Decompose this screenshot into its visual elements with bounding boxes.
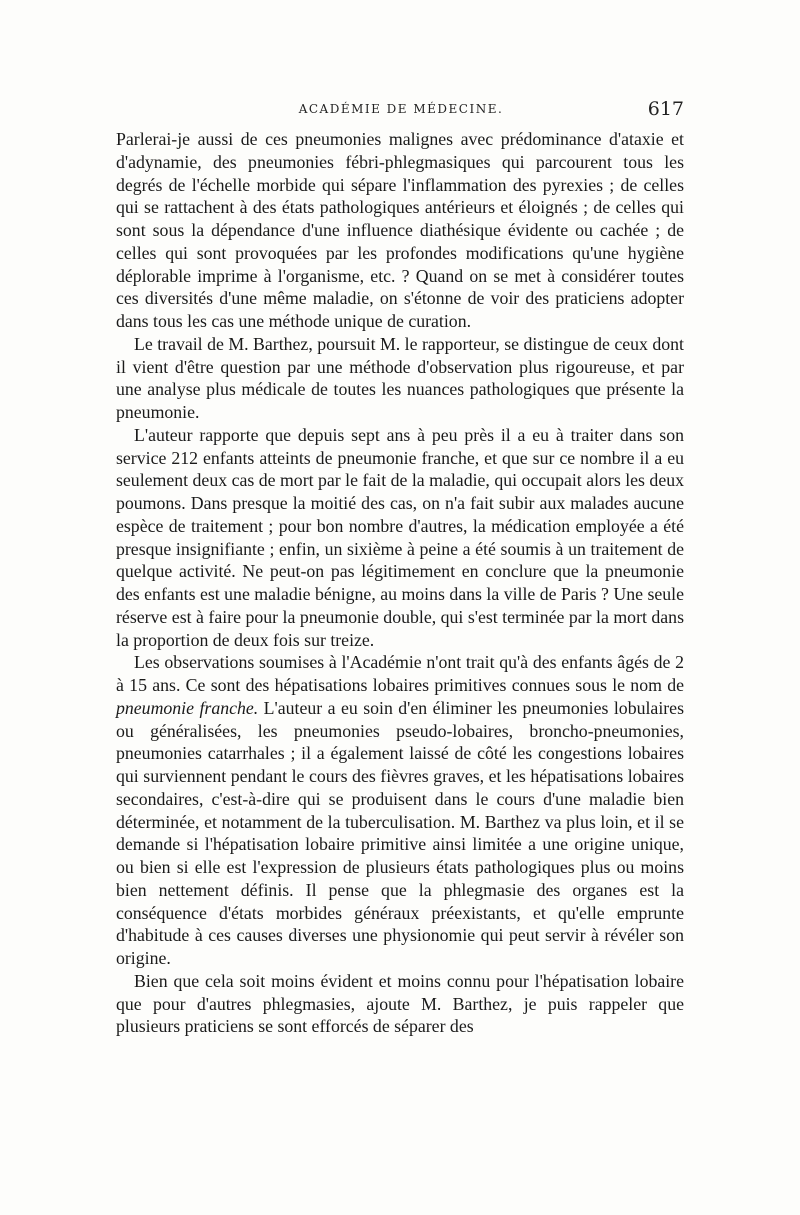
running-head (118, 98, 684, 122)
paragraph-4-text-start: Les observations soumises à l'Académie n'ont trait qu'à des enfants âgés de 2 à 15 ans. Ce sont des hépatisations lobaires primitives connues sous le nom de (116, 652, 684, 695)
page-number: 617 (647, 98, 684, 120)
paragraph-3-text: L'auteur rapporte que depuis sept ans à peu près il a eu à traiter dans son service 212 enfants atteints de pneumonie franche, et que sur ce nombre il a eu seulement deux cas de mort par le fait de la maladie, qui occupait alors les deux poumons. Dans presque la moitié des cas, on n'a fait subir aux malades aucune espèce de traitement ; pour bon nombre d'autres, la médication employée a été presque insignifiante ; enfin, un sixième à peine a été soumis à un traitement de quelque activité. Ne peut-on pas légitimement en conclure que la pneumonie des enfants est une maladie bénigne, au moins dans la ville de Paris ? Une seule réserve est à faire pour la pneumonie double, qui s'est terminée par la mort dans la proportion de deux fois sur treize. (116, 424, 684, 650)
running-title: ACADÉMIE DE MÉDECINE. (298, 102, 504, 116)
paragraph-5 (116, 970, 684, 1038)
paragraph-5-text: Bien que cela soit moins évident et moins connu pour l'hépatisation lobaire que pour d'autres phlegmasies, ajoute M. Barthez, je puis rappeler que plusieurs praticiens se sont efforcés de séparer des (116, 970, 684, 1037)
paragraph-3 (116, 424, 684, 652)
paragraph-2 (116, 333, 684, 424)
paragraph-4 (116, 651, 684, 970)
paragraph-4-text-end: L'auteur a eu soin d'en éliminer les pneumonies lobulaires ou généralisées, les pneumonies pseudo-lobaires, broncho-pneumonies, pneumonies catarrhales ; il a également laissé de côté les congestions lobaires qui surviennent pendant le cours des fièvres graves, et les hépatisations lobaires secondaires, c'est-à-dire qui se produisent dans le cours d'une maladie bien déterminée, et notamment de la tuberculisation. M. Barthez va plus loin, et il se demande si l'hépatisation lobaire primitive ainsi limitée a une origine unique, ou bien si elle est l'expression de plusieurs états pathologiques plus ou moins bien nettement définis. Il pense que la phlegmasie des organes est la conséquence d'états morbides généraux préexistants, et qu'elle emprunte d'habitude à ces causes diverses une physionomie qui peut servir à révéler son origine. (116, 697, 684, 968)
paragraph-1-text: Parlerai-je aussi de ces pneumonies malignes avec prédominance d'ataxie et d'adynamie, des pneumonies fébri-phlegmasiques qui parcourent tous les degrés de l'échelle morbide qui sépare l'inflammation des pyrexies ; de celles qui se rattachent à des états pathologiques antérieurs et éloignés ; de celles qui sont sous la dépendance d'une influence diathésique évidente ou cachée ; de celles qui sont provoquées par les profondes modifications qu'une hygiène déplorable imprime à l'organisme, etc. ? Quand on se met à considérer toutes ces diversités d'une même maladie, on s'étonne de voir des praticiens adopter dans tous les cas une méthode unique de curation. (116, 129, 684, 331)
body-text (116, 128, 684, 1038)
paragraph-2-text: Le travail de M. Barthez, poursuit M. le rapporteur, se distingue de ceux dont il vient d'être question par une méthode d'observation plus rigoureuse, et par une analyse plus médicale de toutes les nuances pathologiques que présente la pneumonie. (116, 333, 684, 422)
paragraph-1 (116, 128, 684, 333)
paragraph-4-emphasis: pneumonie franche. (116, 697, 259, 718)
